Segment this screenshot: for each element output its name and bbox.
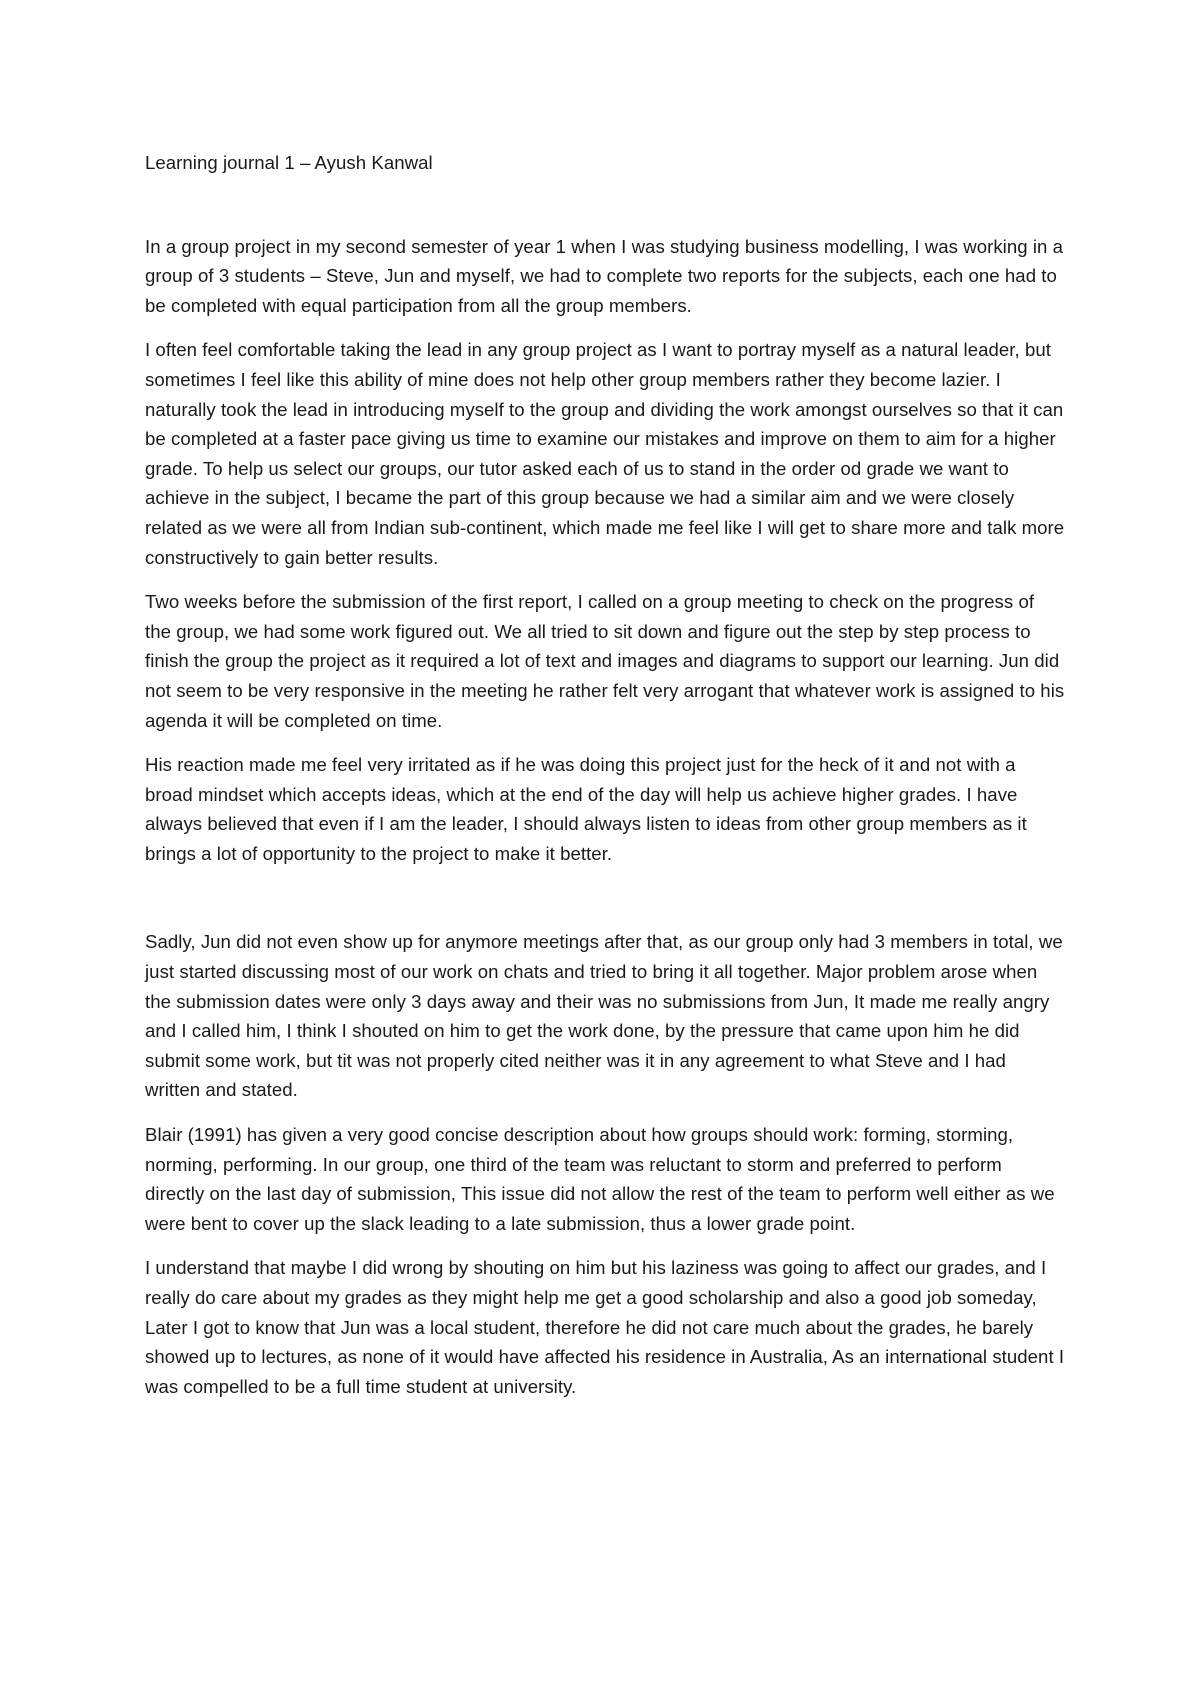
paragraph-blair-model: Blair (1991) has given a very good concise description about how groups should work: forming, storming, norming, performing. In our group, one third of the team was reluctant to storm and preferred to perform directly on the last day of submission, This issue did not allow the rest of the team to perform well either as we were bent to cover up the slack leading to a late submission, thus a lower grade point. — [145, 1124, 1055, 1234]
paragraph-reflection: I understand that maybe I did wrong by shouting on him but his laziness was going to affect our grades, and I really do care about my grades as they might help me get a good scholarship and also a good job someday, Later I got to know that Jun was a local student, therefore he did not care much about the grades, he barely showed up to lectures, as none of it would have affected his residence in Australia, As an international student I was compelled to be a full time student at university. — [145, 1257, 1065, 1397]
paragraph-reaction: His reaction made me feel very irritated as if he was doing this project just for the heck of it and not with a broad mindset which accepts ideas, which at the end of the day will help us achieve higher grades. I have always believed that even if I am the leader, I should always listen to ideas from other group members as it brings a lot of opportunity to the project to make it better. — [145, 754, 1027, 864]
paragraph-absence: Sadly, Jun did not even show up for anymore meetings after that, as our group only had 3 members in total, we just started discussing most of our work on chats and tried to bring it all together. Major problem arose when the submission dates were only 3 days away and their was no submissions from Jun, It made me really angry and I called him, I think I shouted on him to get the work done, by the pressure that came upon him he did submit some work, but tit was not properly cited neither was it in any agreement to what Steve and I had written and stated. — [145, 931, 1063, 1101]
paragraph-leadership: I often feel comfortable taking the lead in any group project as I want to portray myself as a natural leader, but sometimes I feel like this ability of mine does not help other group members rather they become lazier. I naturally took the lead in introducing myself to the group and dividing the work amongst ourselves so that it can be completed at a faster pace giving us time to examine our mistakes and improve on them to aim for a higher grade. To help us select our groups, our tutor asked each of us to stand in the order od grade we want to achieve in the subject, I became the part of this group because we had a similar aim and we were closely related as we were all from Indian sub-continent, which made me feel like I will get to share more and talk more constructively to gain better results. — [145, 339, 1065, 568]
document-title: Learning journal 1 – Ayush Kanwal — [145, 152, 433, 173]
document-body — [145, 148, 1065, 1416]
paragraph-introduction: In a group project in my second semester of year 1 when I was studying business modelling, I was working in a group of 3 students – Steve, Jun and myself, we had to complete two reports for the subjects, each one had to be completed with equal participation from all the group members. — [145, 235, 1064, 316]
paragraph-meeting: Two weeks before the submission of the first report, I called on a group meeting to check on the progress of the group, we had some work figured out. We all tried to sit down and figure out the step by step process to finish the group the project as it required a lot of text and images and diagrams to support our learning. Jun did not seem to be very responsive in the meeting he rather felt very arrogant that whatever work is assigned to his agenda it will be completed on time. — [145, 591, 1065, 731]
